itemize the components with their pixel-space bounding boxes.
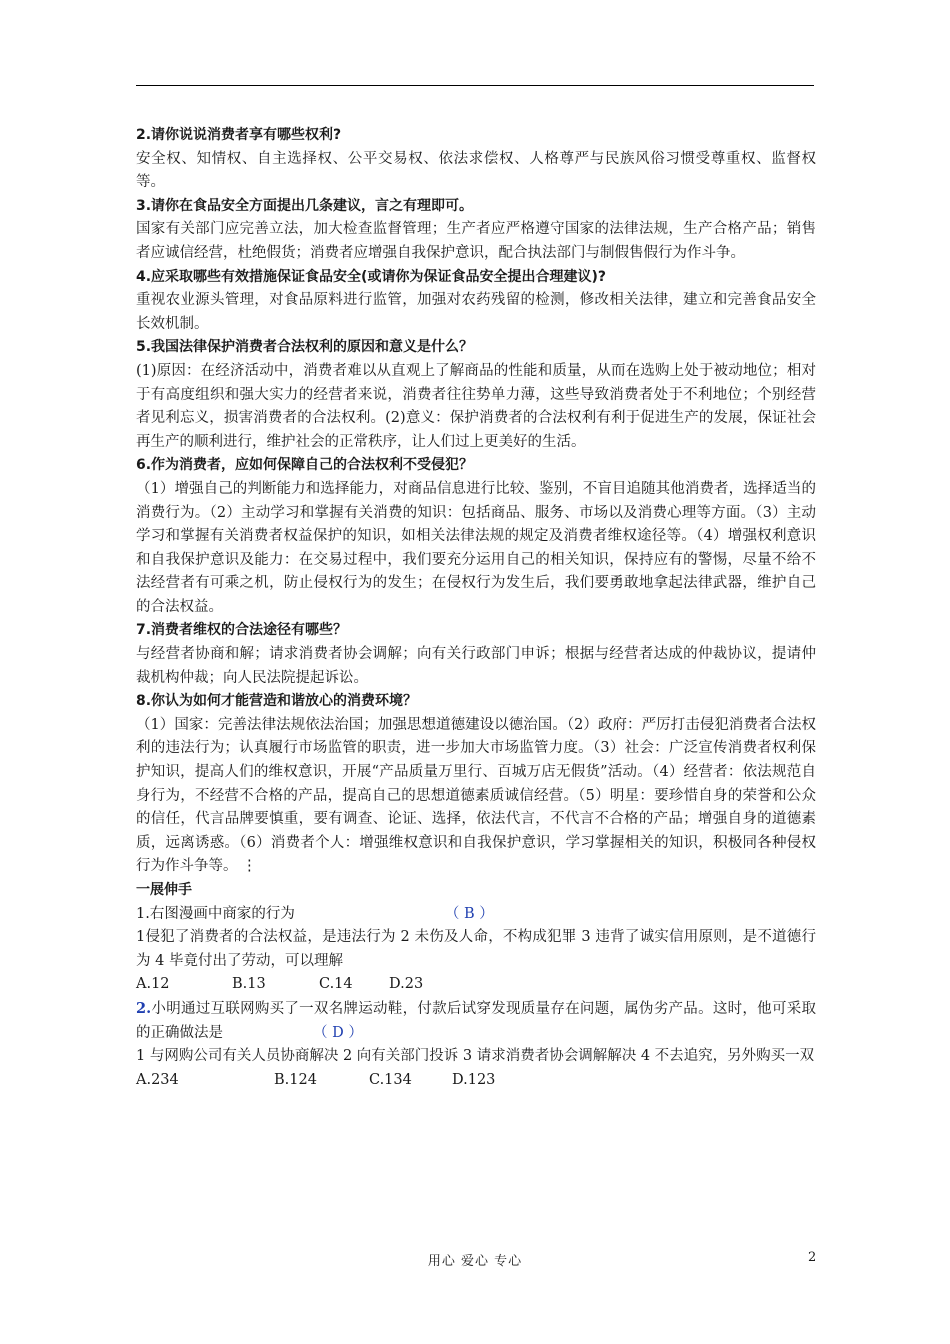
page-number: 2 (808, 1250, 817, 1265)
option-b: B.13 (232, 976, 266, 993)
exercise-2-number: 2. (136, 999, 152, 1017)
option-a: A.12 (136, 976, 170, 993)
answer-7: 与经营者协商和解；请求消费者协会调解；向有关行政部门申诉；根据与经营者达成的仲裁协议，提请仲裁机构仲裁；向人民法院提起诉讼。 (136, 646, 816, 686)
answer-5: (1)原因：在经济活动中，消费者难以从直观上了解商品的性能和质量，从而在选购上处于被动地位；相对于有高度组织和强大实力的经营者来说，消费者往往势单力薄，这些导致消费者处于不利地位；个别经营者见利忘义，损害消费者的合法权利。(2)意义：保护消费者的合法权利有利于促进生产的发展，保证社会再生产的顺利进行，维护社会的正常秩序，让人们过上更美好的生活。 (136, 362, 816, 450)
question-3: 3.请你在食品安全方面提出几条建议，言之有理即可。 (136, 197, 474, 214)
exercise-1-stem (136, 903, 816, 927)
option-a: A.234 (136, 1071, 179, 1088)
question-4: 4.应采取哪些有效措施保证食品安全(或请你为保证食品安全提出合理建议)? (136, 268, 606, 285)
exercise-2-text: 小明通过互联网购买了一双名牌运动鞋，付款后试穿发现质量存在问题，属伪劣产品。这时，他可采取的正确做法是 (136, 1000, 816, 1041)
option-c: C.14 (319, 976, 353, 993)
answer-8: （1）国家：完善法律法规依法治国；加强思想道德建设以德治国。（2）政府：严厉打击侵犯消费者合法权利的违法行为；认真履行市场监管的职责，进一步加大市场监管力度。（3）社会：广泛宣传消费者权利保护知识，提高人们的维权意识，开展“产品质量万里行、百城万店无假货”活动。（4）经营者：依法规范自身行为，不经营不合格的产品，提高自己的思想道德素质诚信经营。（5）明星：要珍惜自身的荣誉和公众的信任，代言品牌要慎重，要有调查、论证、选择，依法代言，不代言不合格的产品；增强自身的道德素质，远离诱惑。（6）消费者个人：增强维权意识和自我保护意识，学习掌握相关的知识，积极同各种侵权行为作斗争等。 ⋮ (136, 716, 816, 875)
question-2: 2.请你说说消费者享有哪些权利? (136, 127, 342, 143)
exercise-1-text: 1.右图漫画中商家的行为 (136, 905, 295, 922)
option-d: D.23 (389, 976, 424, 993)
answer-6: （1）增强自己的判断能力和选择能力，对商品信息进行比较、鉴别，不盲目追随其他消费者，选择适当的消费行为。（2）主动学习和掌握有关消费的知识：包括商品、服务、市场以及消费心理等方面。（3）主动学习和掌握有关消费者权益保护的知识，如相关法律法规的规定及消费者维权途径等。（4）增强权利意识和自我保护意识及能力：在交易过程中，我们要充分运用自己的相关知识，保持应有的警惕，尽量不给不法经营者有可乘之机，防止侵权行为的发生；在侵权行为发生后，我们要勇敢地拿起法律武器，维护自己的合法权益。 (136, 480, 816, 615)
option-b: B.124 (274, 1071, 317, 1088)
question-6: 6.作为消费者，应如何保障自己的合法权利不受侵犯？ (136, 457, 474, 474)
exercise-2-answer: （ D ） (313, 1024, 363, 1041)
exercise-1-answer: （ B ） (444, 905, 494, 922)
option-c: C.134 (369, 1071, 412, 1088)
answer-4: 重视农业源头管理，对食品原料进行监管，加强对农药残留的检测，修改相关法律，建立和完善食品安全长效机制。 (136, 292, 816, 332)
exercise-1-statements: 1侵犯了消费者的合法权益，是违法行为 2 未伤及人命，不构成犯罪 3 违背了诚实信用原则，是不道德行为 4 毕竟付出了劳动，可以理解 (136, 929, 816, 969)
exercise-2-stem (136, 997, 816, 1045)
answer-2: 安全权、知情权、自主选择权、公平交易权、依法求偿权、人格尊严与民族风俗习惯受尊重权、监督权等。 (136, 150, 816, 191)
question-5: 5.我国法律保护消费者合法权利的原因和意义是什么？ (136, 339, 474, 356)
page-content (136, 124, 816, 1092)
exercise-1-options (136, 973, 816, 997)
header-rule (136, 85, 814, 86)
question-8: 8.你认为如何才能营造和谐放心的消费环境？ (136, 693, 418, 710)
exercises-heading: 一展伸手 (136, 882, 192, 898)
question-7: 7.消费者维权的合法途径有哪些？ (136, 622, 348, 639)
footer-motto: 用心 爱心 专心 (427, 1254, 523, 1269)
exercise-2-options (136, 1069, 816, 1093)
answer-3: 国家有关部门应完善立法，加大检查监督管理；生产者应严格遵守国家的法律法规，生产合格产品；销售者应诚信经营，杜绝假货；消费者应增强自我保护意识，配合执法部门与制假售假行为作斗争。 (136, 221, 816, 261)
option-d: D.123 (452, 1071, 496, 1088)
exercise-2-statements: 1 与网购公司有关人员协商解决 2 向有关部门投诉 3 请求消费者协会调解解决 4 不去追究，另外购买一双 (136, 1048, 815, 1065)
